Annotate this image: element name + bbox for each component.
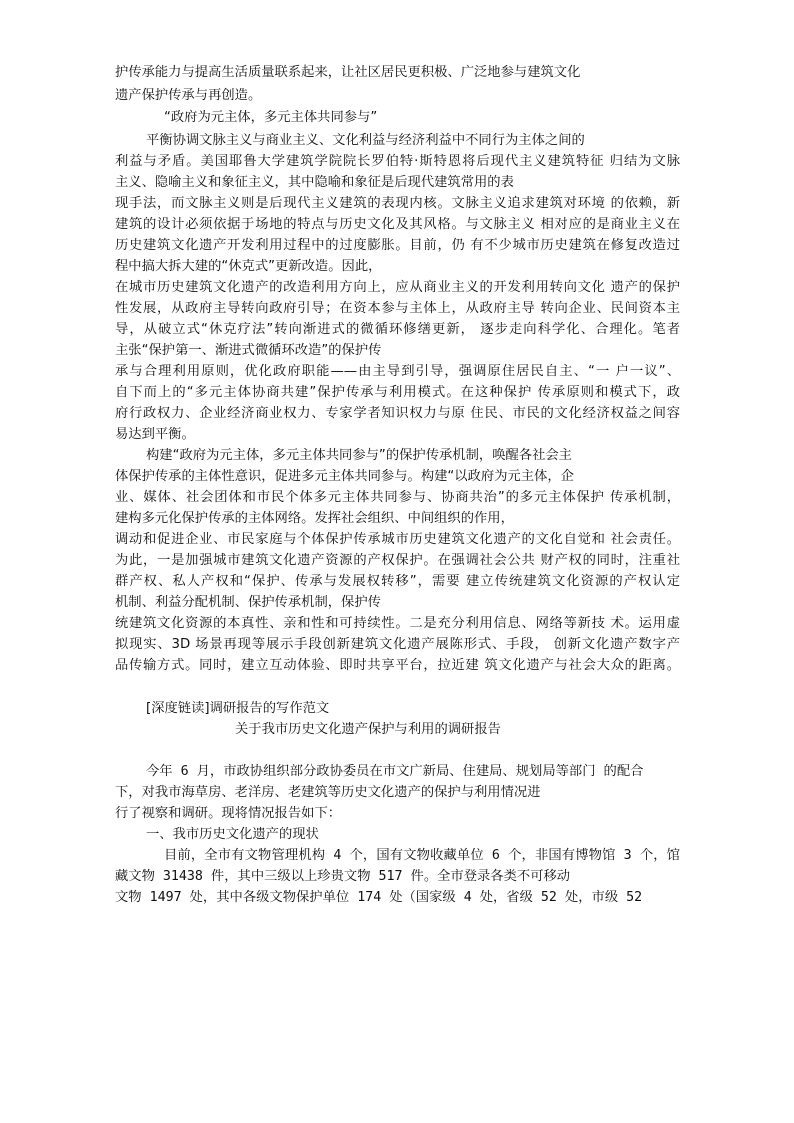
text-line: 历史建筑文化遗产开发利用过程中的过度膨胀。目前，仍 有不少城市历史建筑在修复改造过 bbox=[115, 238, 680, 253]
text-line: 建筑的设计必须依据于场地的特点与历史文化及其风格。与文脉主义 相对应的是商业主义在 bbox=[115, 217, 680, 232]
text-line: 护传承能力与提高生活质量联系起来，让社区居民更积极、广泛地参与建筑文化 bbox=[115, 65, 581, 80]
text-line: 在城市历史建筑文化遗产的改造利用方向上，应从商业主义的开发利用转向文化 遗产的保护 bbox=[115, 280, 680, 295]
text-line: 现手法，而文脉主义则是后现代主义建筑的表现内核。文脉主义追求建筑对环境 的依赖，新 bbox=[115, 196, 680, 211]
text-line: 主义、隐喻主义和象征主义，其中隐喻和象征是后现代建筑常用的表 bbox=[115, 175, 514, 190]
text-line: 承与合理利用原则，优化政府职能——由主导到引导，强调原住居民自主、“一 户一议”、 bbox=[115, 364, 680, 379]
text-line: 拟现实、3D 场景再现等展示手段创新建筑文化遗产展陈形式、手段， 创新文化遗产数字产 bbox=[115, 637, 680, 652]
text-line: 主张“保护第一、渐进式微循环改造”的保护传 bbox=[115, 343, 382, 358]
text-line: 府行政权力、企业经济商业权力、专家学者知识权力与原 住民、市民的文化经济权益之间容 bbox=[115, 406, 680, 421]
text-line: 平衡协调文脉主义与商业主义、文化利益与经济利益中不同行为主体之间的 bbox=[146, 133, 585, 148]
text-line: 体保护传承的主体性意识，促进多元主体共同参与。构建“以政府为元主体，企 bbox=[115, 469, 574, 484]
text-line: 机制、利益分配机制、保护传承机制，保护传 bbox=[115, 595, 381, 610]
text-line: 目前，全市有文物管理机构 4 个，国有文物收藏单位 6 个，非国有博物馆 3 个，馆 bbox=[164, 848, 680, 863]
text-line: 文物 1497 处，其中各级文物保护单位 174 处（国家级 4 处，省级 52 处，市级 52 bbox=[115, 890, 643, 905]
section-heading: 一、我市历史文化遗产的现状 bbox=[146, 827, 319, 842]
section-heading: “政府为元主体，多元主体共同参与” bbox=[164, 110, 378, 125]
text-line: 程中搞大拆大建的“休克式”更新改造。因此， bbox=[115, 259, 382, 274]
text-line: 性发展，从政府主导转向政府引导；在资本参与主体上，从政府主导 转向企业、民间资本主 bbox=[115, 301, 680, 316]
text-line: 统建筑文化资源的本真性、亲和性和可持续性。二是充分利用信息、网络等新技 术。运用虚 bbox=[115, 616, 680, 631]
section-label: [深度链读]调研报告的写作范文 bbox=[146, 701, 330, 716]
text-line: 遗产保护传承与再创造。 bbox=[115, 88, 262, 103]
text-line: 调动和促进企业、市民家庭与个体保护传承城市历史建筑文化遗产的文化自觉和 社会责任。 bbox=[115, 532, 680, 547]
text-line: 品传输方式。同时，建立互动体验、即时共享平台，拉近建 筑文化遗产与社会大众的距离。 bbox=[115, 658, 680, 673]
text-line: 建构多元化保护传承的主体网络。发挥社会组织、中间组织的作用， bbox=[115, 511, 514, 526]
text-line: 自下而上的“多元主体协商共建”保护传承与利用模式。在这种保护 传承原则和模式下，政 bbox=[115, 385, 680, 400]
text-line: 下，对我市海草房、老洋房、老建筑等历史文化遗产的保护与利用情况进 bbox=[115, 785, 541, 800]
text-line: 易达到平衡。 bbox=[115, 427, 195, 442]
text-line: 藏文物 31438 件，其中三级以上珍贵文物 517 件。全市登录各类不可移动 bbox=[115, 869, 571, 884]
text-line: 构建“政府为元主体，多元主体共同参与”的保护传承机制，唤醒各社会主 bbox=[146, 448, 572, 463]
text-line: 行了视察和调研。现将情况报告如下： bbox=[115, 806, 342, 821]
text-line: 业、媒体、社会团体和市民个体多元主体共同参与、协商共治”的多元主体保护 传承机制， bbox=[115, 490, 680, 505]
text-line: 今年 6 月，市政协组织部分政协委员在市文广新局、住建局、规划局等部门 的配合 bbox=[146, 764, 644, 779]
text-line: 导，从破立式“休克疗法”转向渐进式的微循环修缮更新， 逐步走向科学化、合理化。笔者 bbox=[115, 322, 680, 337]
report-title: 关于我市历史文化遗产保护与利用的调研报告 bbox=[235, 722, 501, 737]
text-line: 群产权、私人产权和“保护、传承与发展权转移”，需要 建立传统建筑文化资源的产权认定 bbox=[115, 574, 680, 589]
text-line: 利益与矛盾。美国耶鲁大学建筑学院院长罗伯特·斯特恩将后现代主义建筑特征 归结为文脉 bbox=[115, 154, 680, 169]
text-line: 为此，一是加强城市建筑文化遗产资源的产权保护。在强调社会公共 财产权的同时，注重社 bbox=[115, 553, 680, 568]
